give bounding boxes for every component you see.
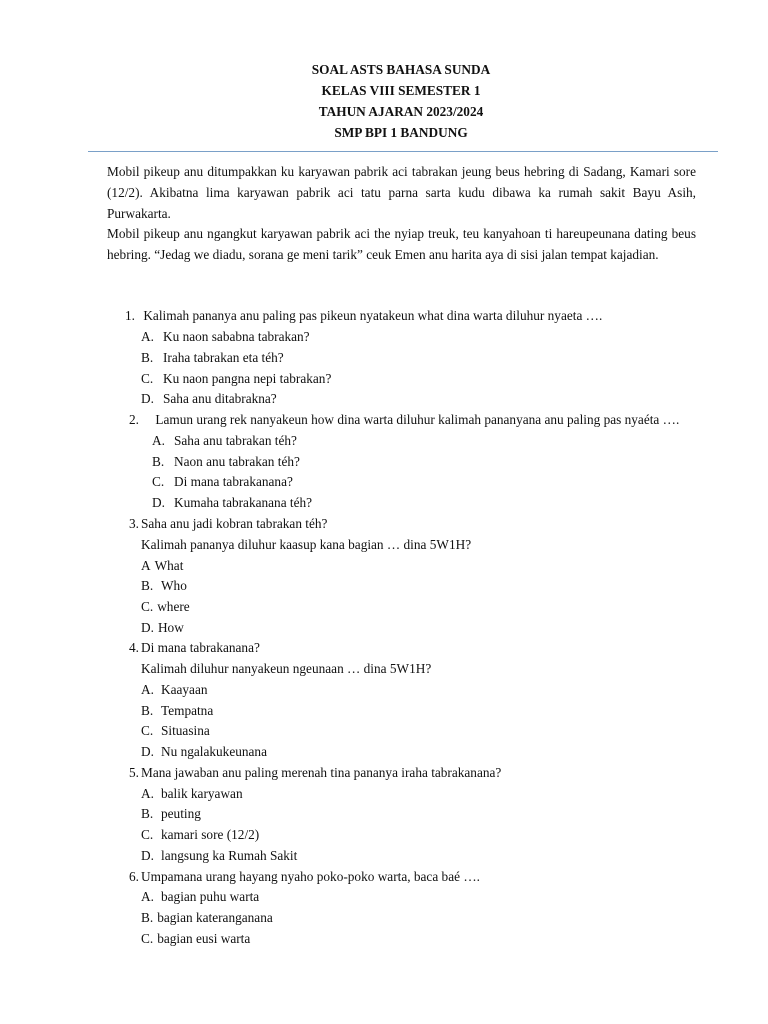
class-semester: KELAS VIII SEMESTER 1 <box>321 83 481 98</box>
question-6-option-a[interactable] <box>141 887 259 908</box>
option-letter: B. <box>141 350 154 365</box>
option-letter: A. <box>141 889 154 904</box>
option-text: kamari sore (12/2) <box>161 827 260 842</box>
question-1-option-c[interactable] <box>141 369 331 390</box>
option-text: Kaayaan <box>161 682 208 697</box>
option-text: Situasina <box>161 723 210 738</box>
option-text: Kumaha tabrakanana téh? <box>174 495 313 510</box>
option-text: Nu ngalakukeunana <box>161 744 267 759</box>
option-text: Di mana tabrakanana? <box>174 474 293 489</box>
option-text: Naon anu tabrakan téh? <box>174 454 300 469</box>
option-letter: A. <box>141 682 154 697</box>
question-text: Lamun urang rek nanyakeun how dina warta diluhur kalimah pananyana anu paling pas nyaéta …. <box>155 412 680 427</box>
option-letter: D. <box>152 495 165 510</box>
question-1 <box>125 306 602 327</box>
question-4-subtext: Kalimah diluhur nanyakeun ngeunaan … dina 5W1H? <box>141 661 432 676</box>
option-text: Who <box>161 578 187 593</box>
question-2-option-b[interactable] <box>152 452 300 473</box>
option-text: bagian puhu warta <box>161 889 260 904</box>
question-number: 6. <box>129 869 139 884</box>
question-text: Saha anu jadi kobran tabrakan téh? <box>141 516 328 531</box>
option-letter: D. <box>141 848 154 863</box>
option-text: Ku naon pangna nepi tabrakan? <box>163 371 332 386</box>
question-5-option-d[interactable] <box>141 846 297 867</box>
question-2-option-d[interactable] <box>152 493 312 514</box>
question-number: 4. <box>129 640 139 655</box>
question-4-option-a[interactable] <box>141 680 208 701</box>
option-letter: B. <box>141 703 154 718</box>
question-6 <box>129 867 480 888</box>
passage-paragraph-2: Mobil pikeup anu ngangkut karyawan pabrik aci the nyiap treuk, teu kanyahoan ti hareupeunana dating beus hebring. “Jedag we diadu, sorana ge meni tarik” ceuk Emen anu harita aya di sisi jalan tempat kajadian. <box>107 226 696 263</box>
document-header <box>0 59 768 143</box>
question-text: Kalimah pananya anu paling pas pikeun nyatakeun what dina warta diluhur nyaeta …. <box>143 308 603 323</box>
option-letter: D. <box>141 744 154 759</box>
question-text: Umpamana urang hayang nyaho poko-poko warta, baca baé …. <box>141 869 480 884</box>
option-text: How <box>157 620 184 635</box>
question-3-option-b[interactable] <box>141 576 187 597</box>
option-text: Saha anu ditabrakna? <box>163 391 277 406</box>
question-5-option-b[interactable] <box>141 804 201 825</box>
news-passage <box>107 162 696 266</box>
exam-title: SOAL ASTS BAHASA SUNDA <box>311 62 491 77</box>
question-2-option-a[interactable] <box>152 431 297 452</box>
option-letter: D. <box>141 391 154 406</box>
option-letter: C. <box>141 371 154 386</box>
question-2-option-c[interactable] <box>152 472 293 493</box>
option-letter: C. <box>141 723 154 738</box>
option-text: What <box>154 558 184 573</box>
question-1-option-b[interactable] <box>141 348 284 369</box>
option-letter: D. <box>141 620 154 635</box>
option-text: Tempatna <box>161 703 214 718</box>
question-3 <box>129 514 327 535</box>
question-5 <box>129 763 501 784</box>
option-text: langsung ka Rumah Sakit <box>161 848 298 863</box>
question-4-option-d[interactable] <box>141 742 267 763</box>
question-number: 3. <box>129 516 139 531</box>
option-text: peuting <box>161 806 201 821</box>
question-3-option-d[interactable] <box>141 618 184 639</box>
option-letter: B. <box>141 910 154 925</box>
question-6-option-c[interactable] <box>141 929 250 950</box>
question-text: Mana jawaban anu paling merenah tina pananya iraha tabrakanana? <box>141 765 502 780</box>
question-4 <box>129 638 260 659</box>
option-text: bagian eusi warta <box>157 931 251 946</box>
question-5-option-a[interactable] <box>141 784 243 805</box>
question-number: 1. <box>125 308 135 323</box>
question-5-option-c[interactable] <box>141 825 259 846</box>
option-text: Iraha tabrakan eta téh? <box>163 350 284 365</box>
question-3-option-c[interactable] <box>141 597 190 618</box>
option-letter: A. <box>141 786 154 801</box>
option-text: balik karyawan <box>161 786 243 801</box>
option-text: bagian kateranganana <box>157 910 273 925</box>
school-name: SMP BPI 1 BANDUNG <box>334 125 468 140</box>
option-letter: B. <box>141 806 154 821</box>
question-3-subtext: Kalimah pananya diluhur kaasup kana bagian … dina 5W1H? <box>141 537 472 552</box>
option-letter: B. <box>152 454 165 469</box>
option-letter: A. <box>152 433 165 448</box>
question-1-option-d[interactable] <box>141 389 277 410</box>
question-1-option-a[interactable] <box>141 327 310 348</box>
header-divider <box>88 151 718 152</box>
question-2 <box>129 410 679 431</box>
option-text: where <box>157 599 190 614</box>
option-text: Ku naon sababna tabrakan? <box>163 329 310 344</box>
option-text: Saha anu tabrakan téh? <box>174 433 297 448</box>
option-letter: C. <box>141 599 154 614</box>
option-letter: C. <box>141 931 154 946</box>
question-3-option-a[interactable] <box>141 556 183 577</box>
question-6-option-b[interactable] <box>141 908 273 929</box>
academic-year: TAHUN AJARAN 2023/2024 <box>318 104 484 119</box>
question-4-option-c[interactable] <box>141 721 210 742</box>
question-4-option-b[interactable] <box>141 701 213 722</box>
option-letter: B. <box>141 578 154 593</box>
question-text: Di mana tabrakanana? <box>141 640 260 655</box>
question-number: 2. <box>129 412 139 427</box>
option-letter: A. <box>141 329 154 344</box>
option-letter: A <box>141 558 151 573</box>
option-letter: C. <box>141 827 154 842</box>
passage-paragraph-1: Mobil pikeup anu ditumpakkan ku karyawan pabrik aci tabrakan jeung beus hebring di Sadang, Kamari sore (12/2). Akibatna lima karyawan pabrik aci tatu parna sarta kudu dibawa ka rumah sakit Bayu Asih, Purwakarta. <box>107 164 696 221</box>
question-number: 5. <box>129 765 139 780</box>
option-letter: C. <box>152 474 165 489</box>
